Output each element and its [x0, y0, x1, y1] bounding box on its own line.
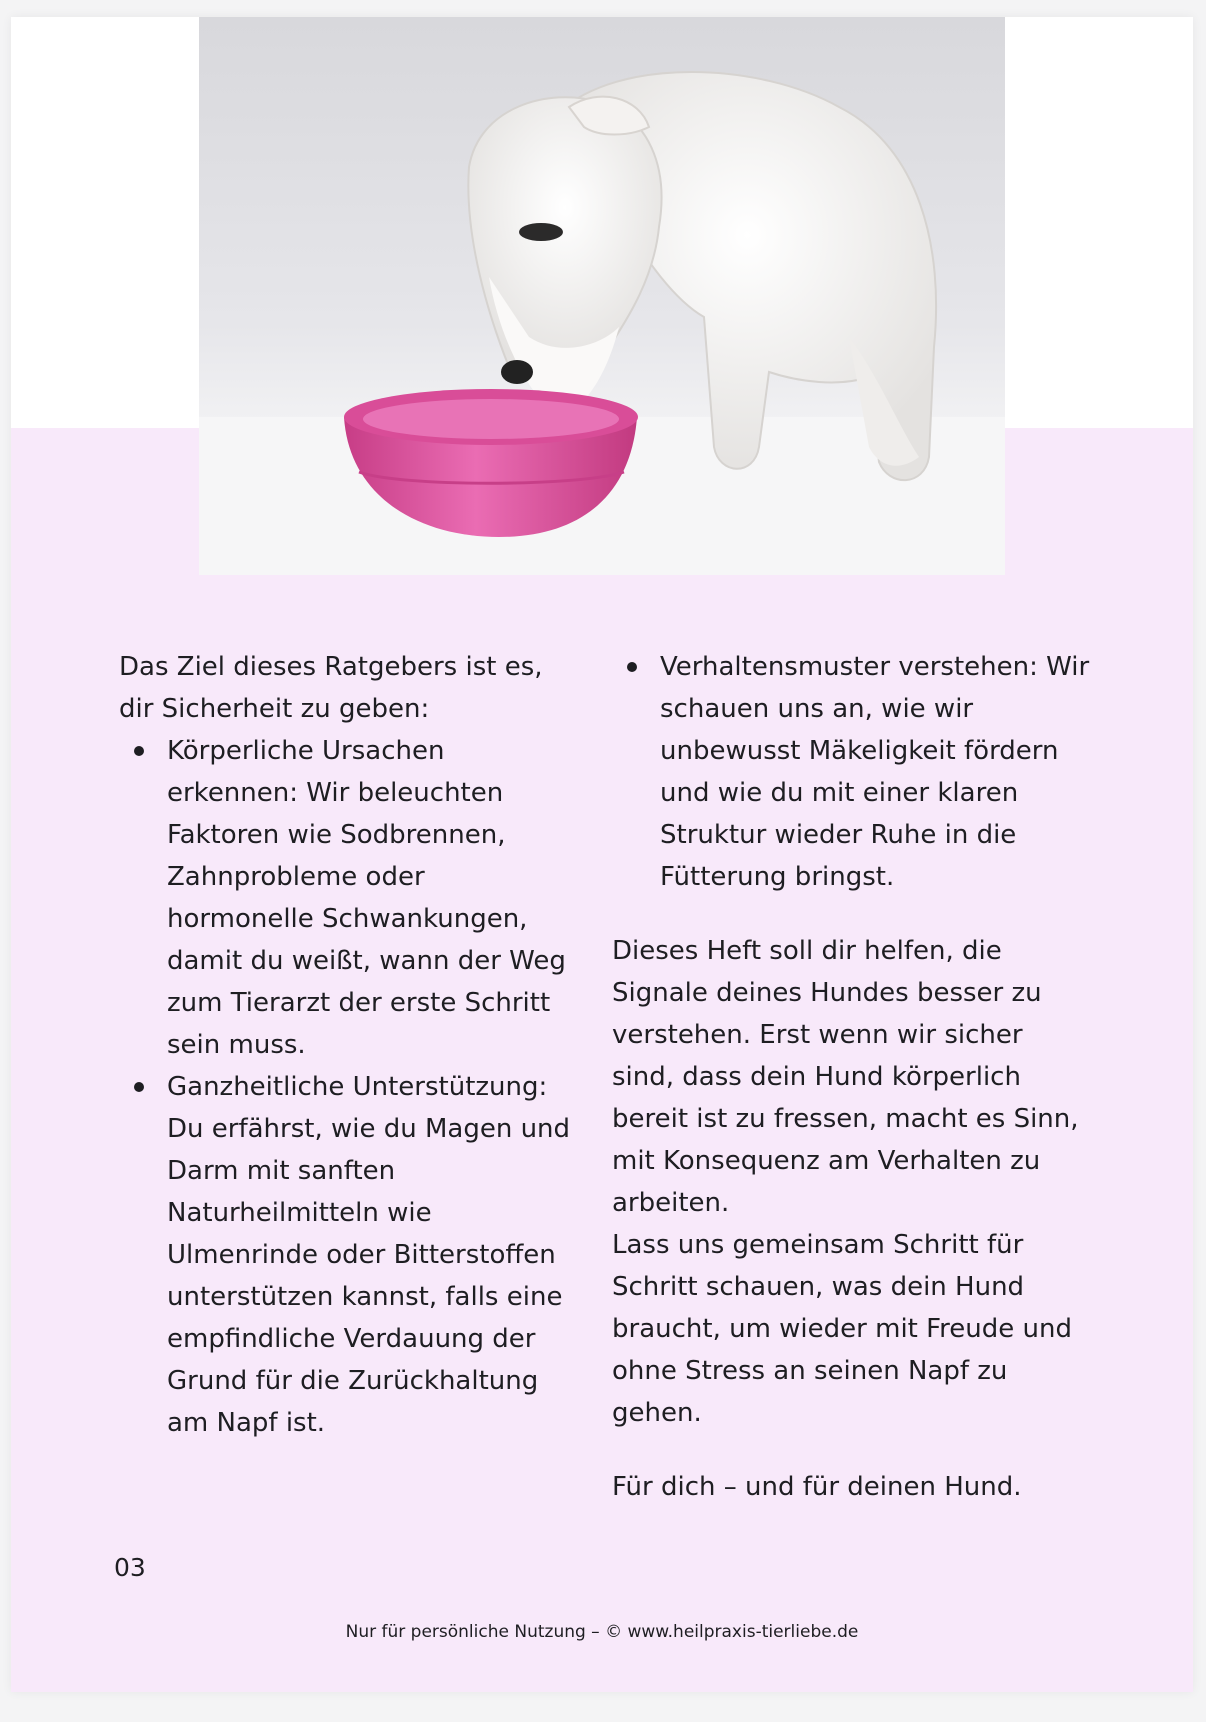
footer-copyright: Nur für persönliche Nutzung – © www.heilpraxis-tierliebe.de: [345, 1622, 859, 1642]
paragraph-one: Dieses Heft soll dir helfen, die Signale deines Hundes besser zu verstehen. Erst wenn wir sicher sind, dass dein Hund körperlich bereit ist zu fressen, macht es Sinn, mit Konsequenz am Verhalten zu arbeiten.: [612, 936, 1079, 1218]
bullet-icon: [134, 746, 144, 756]
list-item: [119, 730, 579, 1066]
document-page: [11, 17, 1193, 1692]
paragraph-two: Lass uns gemeinsam Schritt für Schritt schauen, was dein Hund braucht, um wieder mit Freude und ohne Stress an seinen Napf zu gehen.: [612, 1230, 1073, 1428]
page-number: 03: [114, 1553, 146, 1582]
list-item: [612, 646, 1092, 898]
closing-line: Für dich – und für deinen Hund.: [612, 1472, 1022, 1502]
bullet-icon: [134, 1082, 144, 1092]
goals-list-continued: [612, 646, 1092, 898]
spacer: [612, 1434, 1092, 1466]
list-item-text: Ganzheitliche Unterstützung: Du erfährst, wie du Magen und Darm mit sanften Naturheilmitteln wie Ulmenrinde oder Bitterstoffen unterstützen kannst, falls eine empfindliche Verdauung der Grund für die Zurückhaltung am Napf ist.: [167, 1072, 571, 1438]
list-item-text: Körperliche Ursachen erkennen: Wir beleuchten Faktoren wie Sodbrennen, Zahnprobleme oder hormonelle Schwankungen, damit du weißt, wann der Weg zum Tierarzt der erste Schritt sein muss.: [167, 736, 566, 1060]
list-item-text: Verhaltensmuster verstehen: Wir schauen uns an, wie wir unbewusst Mäkeligkeit fördern und wie du mit einer klaren Struktur wieder Ruhe in die Fütterung bringst.: [660, 652, 1090, 892]
dog-eating-photo: [199, 17, 1005, 575]
left-text-column: [119, 646, 579, 1444]
dog-illustration: [199, 17, 1005, 575]
right-text-column: [612, 646, 1092, 1508]
goals-list: [119, 730, 579, 1444]
spacer: [612, 898, 1092, 930]
intro-text: Das Ziel dieses Ratgebers ist es, dir Sicherheit zu geben:: [119, 652, 543, 724]
list-item: [119, 1066, 579, 1444]
bullet-icon: [627, 662, 637, 672]
